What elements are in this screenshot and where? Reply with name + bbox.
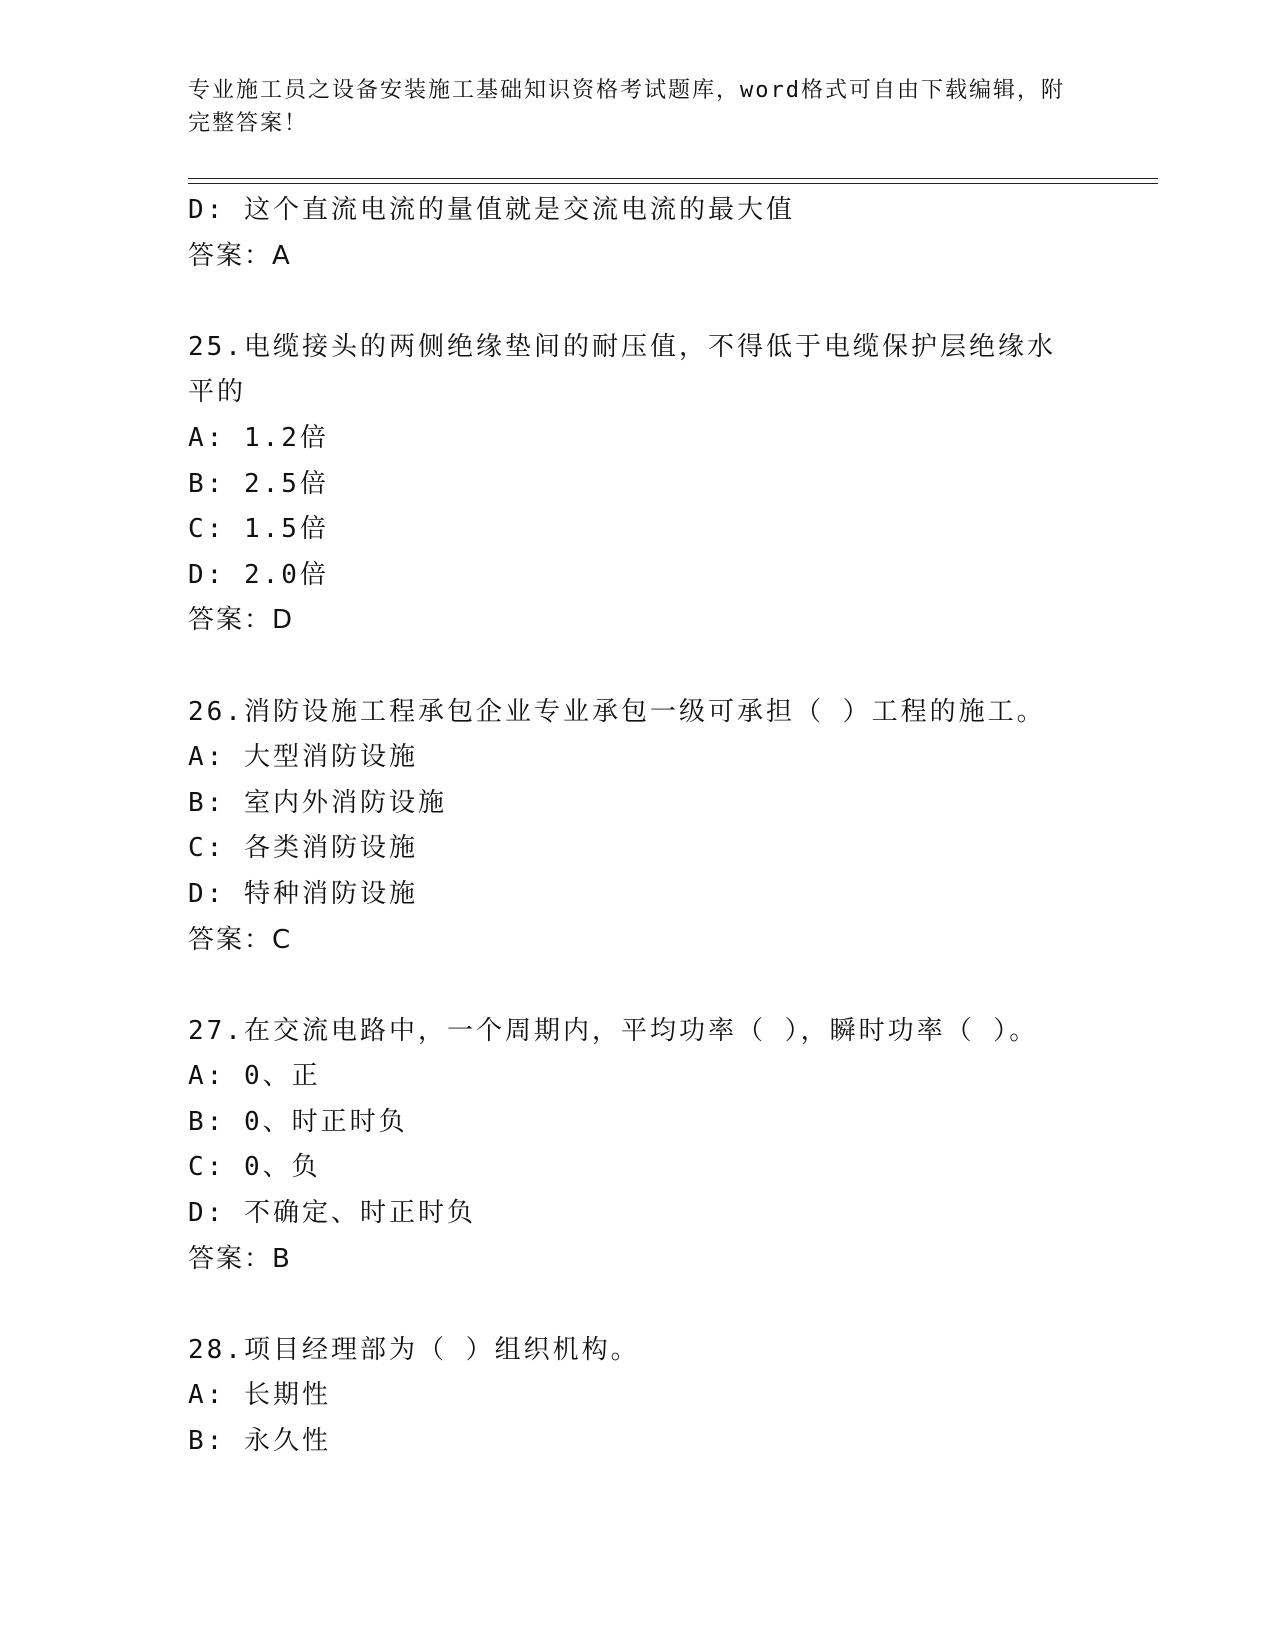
header-divider-top: [188, 178, 1158, 179]
answer-label: 答案：B: [188, 1243, 292, 1274]
document-header: 专业施工员之设备安装施工基础知识资格考试题库，word格式可自由下载编辑，附完整答案！: [188, 78, 1065, 136]
option-d: D: 不确定、时正时负: [188, 1198, 476, 1229]
option-a: A: 0、正: [188, 1061, 321, 1092]
question-stem: 28.项目经理部为（ ）组织机构。: [188, 1334, 640, 1365]
question-stem: 27.在交流电路中，一个周期内，平均功率（ ），瞬时功率（ ）。: [188, 1015, 1039, 1046]
question-stem: 26.消防设施工程承包企业专业承包一级可承担（ ）工程的施工。: [188, 696, 1046, 727]
question-24-tail: [188, 188, 1148, 279]
option-d: D: 2.0倍: [188, 559, 329, 590]
option-b: B: 2.5倍: [188, 468, 329, 499]
question-28: [188, 1328, 1148, 1465]
question-stem: 25.电缆接头的两侧绝缘垫间的耐压值，不得低于电缆保护层绝缘水平的: [188, 331, 1056, 408]
question-27: [188, 1009, 1148, 1283]
option-c: C: 各类消防设施: [188, 833, 418, 864]
option-a: A: 长期性: [188, 1380, 331, 1411]
question-26: [188, 690, 1148, 964]
option-d: D: 特种消防设施: [188, 878, 418, 909]
option-a: A: 1.2倍: [188, 422, 329, 453]
option-c: C: 1.5倍: [188, 514, 329, 545]
answer-label: 答案：D: [188, 605, 295, 636]
option-c: C: 0、负: [188, 1152, 321, 1183]
question-25: [188, 325, 1148, 644]
spacer: [188, 279, 1148, 325]
spacer: [188, 963, 1148, 1009]
spacer: [188, 644, 1148, 690]
option-b: B: 永久性: [188, 1426, 331, 1457]
option-b: B: 0、时正时负: [188, 1106, 408, 1137]
answer-label: 答案：C: [188, 924, 293, 955]
spacer: [188, 1282, 1148, 1328]
header-divider-bottom: [188, 183, 1158, 184]
option-b: B: 室内外消防设施: [188, 787, 447, 818]
option-a: A: 大型消防设施: [188, 742, 418, 773]
answer-label: 答案：A: [188, 240, 292, 271]
option-d: D: 这个直流电流的量值就是交流电流的最大值: [188, 195, 795, 225]
question-list: [188, 188, 1148, 1465]
